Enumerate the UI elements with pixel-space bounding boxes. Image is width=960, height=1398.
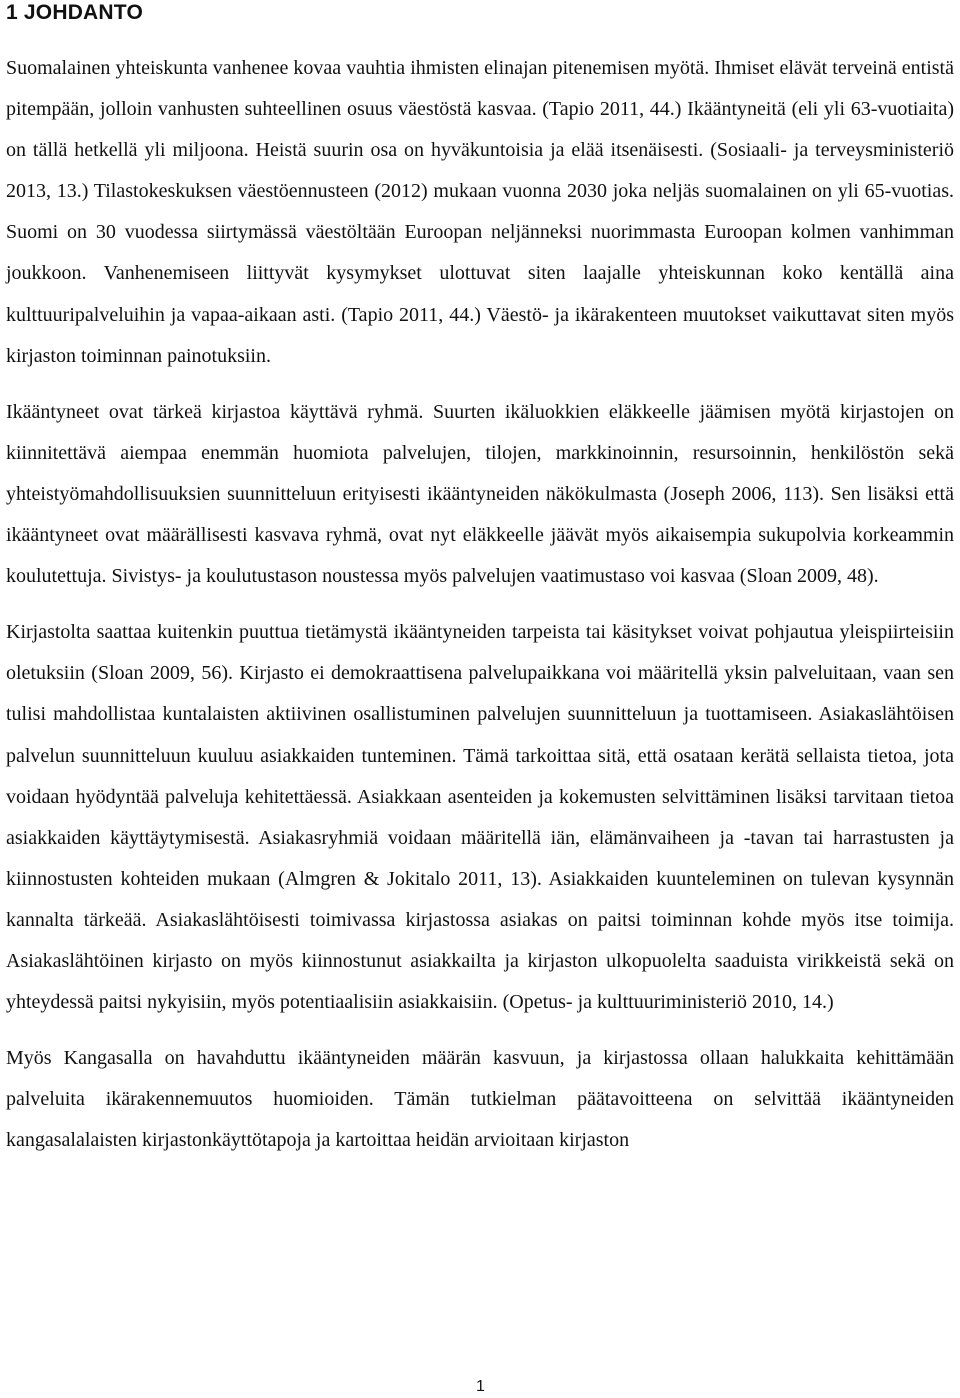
paragraph-kangasala-study: Myös Kangasalla on havahduttu ikääntyneiden määrän kasvuun, ja kirjastossa ollaan halukkaita kehittämään palveluita ikärakennemuutos huomioiden. Tämän tutkielman päätavoitteena on selvittää ikääntyneiden kangasalalaisten kirjastonkäyttötapoja ja kartoittaa heidän arvioitaan kirjaston bbox=[6, 1047, 954, 1152]
paragraph-customer-orientation: Kirjastolta saattaa kuitenkin puuttua tietämystä ikääntyneiden tarpeista tai käsitykset voivat pohjautua yleispiirteisiin oletuksiin (Sloan 2009, 56). Kirjasto ei demokraattisena palvelupaikkana voi määritellä yksin palveluitaan, vaan sen tulisi mahdollistaa kuntalaisten aktiivinen osallistuminen palvelujen suunnitteluun ja tuottamiseen. Asiakaslähtöisen palvelun suunnitteluun kuuluu asiakkaiden tunteminen. Tämä tarkoittaa sitä, että osataan kerätä sellaista tietoa, jota voidaan hyödyntää palveluja kehitettäessä. Asiakkaan asenteiden ja kokemusten selvittäminen lisäksi tarvitaan tietoa asiakkaiden käyttäytymisestä. Asiakasryhmiä voidaan määritellä iän, elämänvaiheen ja -tavan tai harrastusten ja kiinnostusten kohteiden mukaan (Almgren & Jokitalo 2011, 13). Asiakkaiden kuunteleminen on tulevan kysynnän kannalta tärkeää. Asiakaslähtöisesti toimivassa kirjastossa asiakas on paitsi toiminnan kohde myös itse toimija. Asiakaslähtöinen kirjasto on myös kiinnostunut asiakkailta ja kirjaston ulkopuolelta saaduista virikkeistä sekä on yhteydessä paitsi nykyisiin, myös potentiaalisiin asiakkaisiin. (Opetus- ja kulttuuriministeriö 2010, 14.) bbox=[6, 621, 954, 1014]
document-page bbox=[6, 0, 954, 1398]
page-number: 1 bbox=[476, 1378, 485, 1395]
paragraph-population-aging: Suomalainen yhteiskunta vanhenee kovaa vauhtia ihmisten elinajan pitenemisen myötä. Ihmiset elävät terveinä entistä pitempään, jolloin vanhusten suhteellinen osuus väestöstä kasvaa. (Tapio 2011, 44.) Ikääntyneitä (eli yli 63-vuotiaita) on tällä hetkellä yli miljoona. Heistä suurin osa on hyväkuntoisia ja elää itsenäisesti. (Sosiaali- ja terveysministeriö 2013, 13.) Tilastokeskuksen väestöennusteen (2012) mukaan vuonna 2030 joka neljäs suomalainen on yli 65-vuotias. Suomi on 30 vuodessa siirtymässä väestöltään Euroopan neljänneksi nuorimmasta Euroopan kolmen vanhimman joukkoon. Vanhenemiseen liittyvät kysymykset ulottuvat siten laajalle yhteiskunnan koko kentällä aina kulttuuripalveluihin ja vapaa-aikaan asti. (Tapio 2011, 44.) Väestö- ja ikärakenteen muutokset vaikuttavat siten myös kirjaston toiminnan painotuksiin. bbox=[6, 57, 954, 367]
chapter-heading: 1 JOHDANTO bbox=[6, 1, 143, 24]
body-text bbox=[6, 48, 954, 1161]
paragraph-elderly-library-users: Ikääntyneet ovat tärkeä kirjastoa käyttävä ryhmä. Suurten ikäluokkien eläkkeelle jäämisen myötä kirjastojen on kiinnitettävä aiempaa enemmän huomiota palvelujen, tilojen, markkinoinnin, resursoinnin, henkilöstön sekä yhteistyömahdollisuuksien suunnitteluun erityisesti ikääntyneiden näkökulmasta (Joseph 2006, 113). Sen lisäksi että ikääntyneet ovat määrällisesti kasvava ryhmä, ovat nyt eläkkeelle jäävät myös aikaisempia sukupolvia korkeammin koulutettuja. Sivistys- ja koulutustason noustessa myös palvelujen vaatimustaso voi kasvaa (Sloan 2009, 48). bbox=[6, 400, 954, 588]
